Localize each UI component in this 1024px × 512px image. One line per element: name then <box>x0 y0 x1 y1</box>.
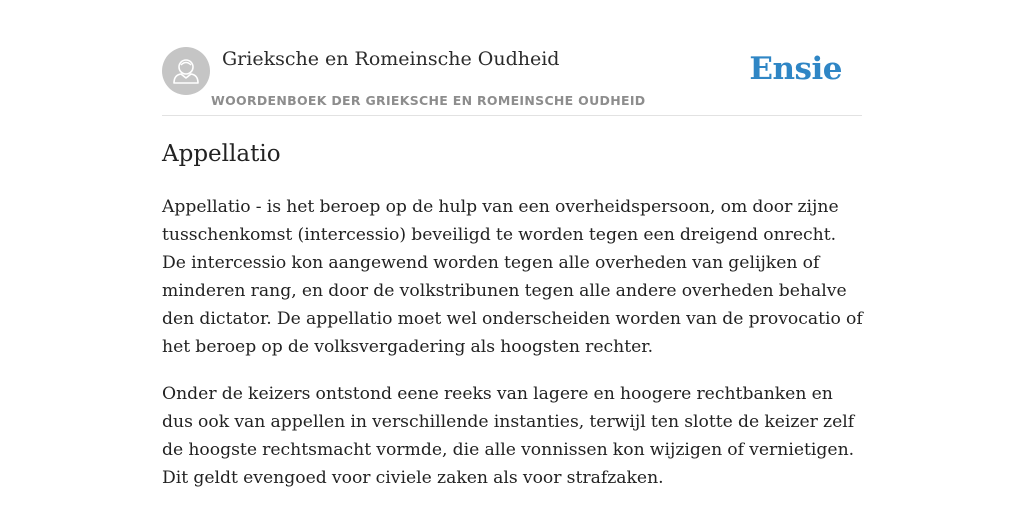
page-header <box>162 46 862 116</box>
entry-paragraph: Appellatio - is het beroep op de hulp van een overheidspersoon, om door zijne tusschenkomst (intercessio) beveiligd te worden tegen een dreigend onrecht. De intercessio kon aangewend worden tegen alle overheden van gelijken of minderen rang, en door de volkstribunen tegen alle andere overheden behalve den dictator. De appellatio moet wel onderscheiden worden van de provocatio of het beroep op de volksvergadering als hoogsten rechter. <box>162 197 863 357</box>
entry-content <box>162 136 864 492</box>
entry-paragraph: Onder de keizers ontstond eene reeks van lagere en hoogere rechtbanken en dus ook van appellen in verschillende instanties, terwijl ten slotte de keizer zelf de hoogste rechtsmacht vormde, die alle vonnissen kon wijzigen of vernietigen. Dit geldt evengoed voor civiele zaken als voor strafzaken. <box>162 384 855 488</box>
user-silhouette-icon <box>162 47 210 95</box>
author-avatar[interactable] <box>162 47 210 95</box>
site-title[interactable]: Grieksche en Romeinsche Oudheid <box>222 48 560 70</box>
dictionary-subtitle[interactable]: WOORDENBOEK DER GRIEKSCHE EN ROMEINSCHE OUDHEID <box>211 93 646 108</box>
ensie-logo[interactable]: Ensie <box>749 51 842 87</box>
entry-title: Appellatio <box>162 141 281 167</box>
